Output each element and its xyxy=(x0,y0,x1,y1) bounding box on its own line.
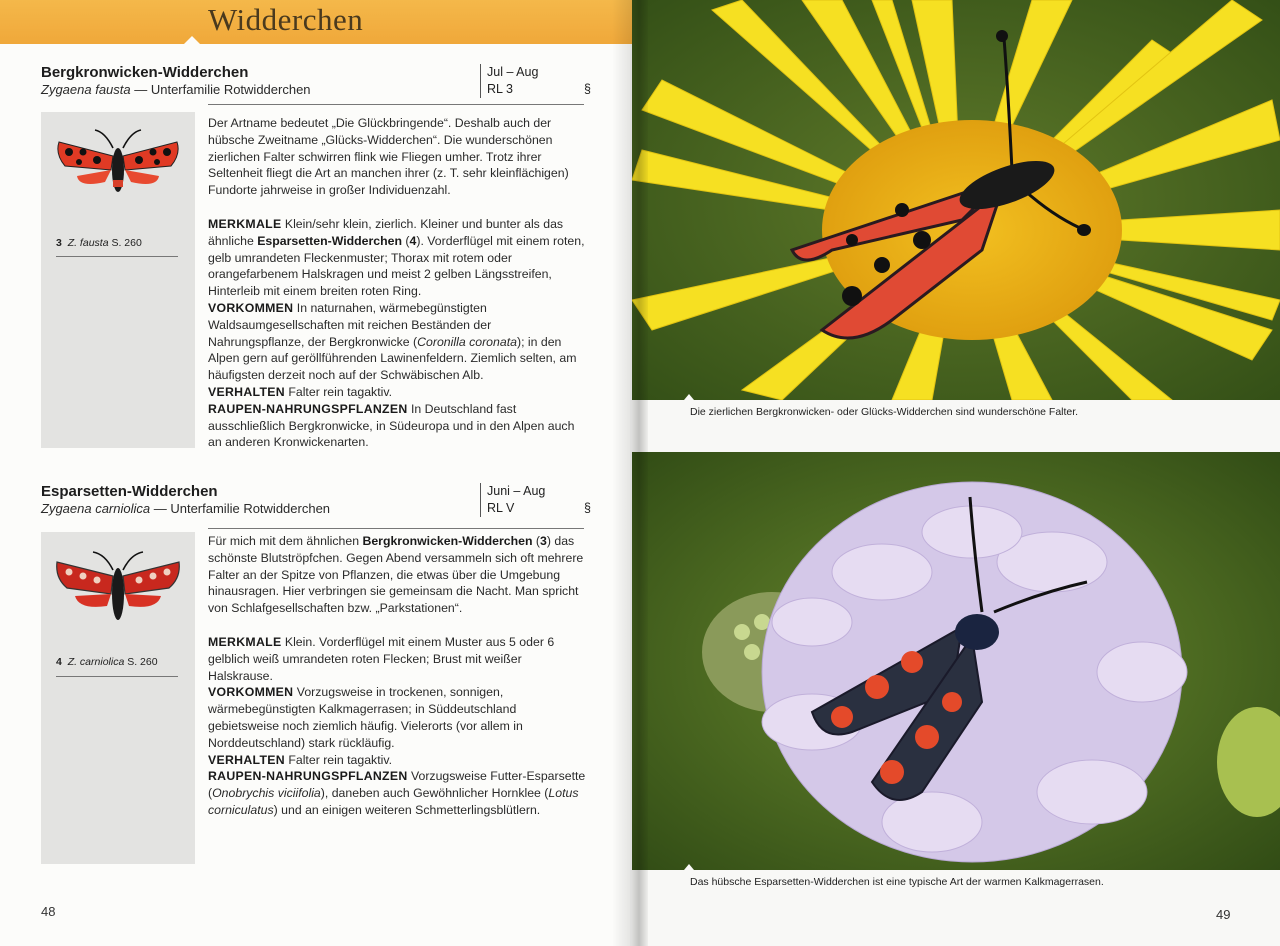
section-rule xyxy=(208,528,584,529)
species-latin: Zygaena carniolica xyxy=(41,501,151,516)
cross-reference-number: 3 xyxy=(540,534,547,548)
photo-fausta-on-flower xyxy=(632,0,1280,400)
merkmale-text: ( xyxy=(402,233,410,248)
species-description xyxy=(208,115,586,451)
merkmale-text: Klein. Vorderflügel mit einem Muster aus 5 oder 6 gelblich weiß umrandeten roten Flecken; Brust mit weißer Halskrause. xyxy=(208,634,555,683)
vorkommen-text: ); in den Alpen gern auf geröllführenden Lawinenfeldern. Ziemlich selten, am häufigsten derzeit noch auf der Schwäbischen Alb. xyxy=(208,334,577,383)
thumbnail-caption xyxy=(56,237,142,249)
protected-mark: § xyxy=(584,82,591,96)
caption-marker xyxy=(684,864,694,870)
merkmale-paragraph xyxy=(208,216,586,300)
thumb-page-ref: S. 260 xyxy=(108,237,142,249)
cross-reference: Bergkronwicken-Widderchen xyxy=(362,534,533,548)
thumb-latin: Z. fausta xyxy=(67,237,109,249)
intro-text: ( xyxy=(532,534,540,548)
species-family: — Unterfamilie Rotwidderchen xyxy=(130,82,311,97)
redlist-status: RL 3 xyxy=(487,82,513,96)
raupen-label: RAUPEN-NAHRUNGSPFLANZEN xyxy=(208,401,408,416)
raupen-text: ) und an einigen weiteren Schmetterlingsblütlern. xyxy=(273,802,541,817)
flight-info xyxy=(480,483,591,517)
page-number-left: 48 xyxy=(41,904,56,919)
cross-reference: Esparsetten-Widderchen xyxy=(257,233,402,248)
book-gutter-shadow xyxy=(612,0,648,946)
page-number-right: 49 xyxy=(1216,907,1231,922)
verhalten-label: VERHALTEN xyxy=(208,384,285,399)
raupen-paragraph xyxy=(208,768,586,818)
merkmale-text: ). Vorderflügel mit einem roten, gelb umrandeten Fleckenmuster; Thorax mit rotem oder orangefarbenem Halskragen und meist 2 gelben Längsstreifen, Hinterleib mit einem breiten roten Ring. xyxy=(208,233,585,299)
species-number: 3 xyxy=(56,237,62,249)
species-name: Esparsetten-Widderchen xyxy=(41,483,218,500)
verhalten-text: Falter rein tagaktiv. xyxy=(284,752,393,767)
redlist-status: RL V xyxy=(487,501,515,515)
plant-latin: Lotus corniculatus xyxy=(208,786,579,817)
thumb-latin: Z. carniolica xyxy=(67,656,125,668)
moth-fausta-thumbnail xyxy=(55,126,181,206)
plant-latin: Coronilla coronata xyxy=(417,334,517,349)
species-family: — Unterfamilie Rotwidderchen xyxy=(150,501,331,516)
merkmale-label: MERKMALE xyxy=(208,216,282,231)
intro-text: Der Artname bedeutet „Die Glückbringende“. Deshalb auch der hübsche Zweitname „Glücks-Widderchen“. Die wunderschönen zierlichen Falter schwirren flink wie Fliegen umher. Trotz ihrer Seltenheit fliegt die Art an manchen ihrer (z. T. sehr kleinflächigen) Fundorte jahrweise in großer Individuenzahl. xyxy=(208,116,569,198)
intro-paragraph xyxy=(208,115,586,199)
protected-mark: § xyxy=(584,501,591,515)
species-latin: Zygaena fausta xyxy=(41,82,131,97)
vorkommen-text: In naturnahen, wärmebegünstigten Waldsaumgesellschaften mit reichen Beständen der Nahrungspflanze, der Bergkronwicke ( xyxy=(208,300,492,349)
merkmale-paragraph xyxy=(208,634,586,684)
chapter-title: Widderchen xyxy=(208,2,364,37)
vorkommen-label: VORKOMMEN xyxy=(208,685,294,700)
raupen-paragraph xyxy=(208,401,586,451)
intro-text: ) das schönste Blutströpfchen. Gegen Abend versammeln sich oft mehrere Falter an der Spitze von Pflanzen, die etwas über die Umgebung hinausragen. Hier verbringen sie gemeinsam die Nacht. Man spricht von Schlafgesellschaften bzw. „Parkstationen“. xyxy=(208,534,584,616)
section-rule xyxy=(208,104,584,105)
merkmale-label: MERKMALE xyxy=(208,634,282,649)
vorkommen-label: VORKOMMEN xyxy=(208,300,294,315)
raupen-text: ), daneben auch Gewöhnlicher Hornklee ( xyxy=(320,786,549,801)
species-name: Bergkronwicken-Widderchen xyxy=(41,64,249,81)
thumbnail-rule xyxy=(56,256,178,257)
thumbnail-caption xyxy=(56,656,158,668)
verhalten-paragraph xyxy=(208,384,586,401)
raupen-label: RAUPEN-NAHRUNGSPFLANZEN xyxy=(208,769,408,784)
header-notch xyxy=(184,36,200,44)
cross-reference-number: 4 xyxy=(409,233,417,248)
moth-carniolica-thumbnail xyxy=(55,548,181,628)
photo-carniolica-on-scabious xyxy=(632,452,1280,870)
photo-caption: Das hübsche Esparsetten-Widderchen ist eine typische Art der warmen Kalkmagerrasen. xyxy=(690,876,1104,888)
raupen-text: Vorzugsweise Futter-Esparsette ( xyxy=(208,769,586,801)
species-number: 4 xyxy=(56,656,62,668)
merkmale-text: Klein/sehr klein, zierlich. Kleiner und bunter als das ähnliche xyxy=(208,216,564,248)
thumbnail-rule xyxy=(56,676,178,677)
flight-months: Juni – Aug xyxy=(487,484,546,498)
flight-info xyxy=(480,64,591,98)
plant-latin: Onobrychis viciifolia xyxy=(212,786,321,801)
species-latin-line xyxy=(41,501,330,516)
intro-text: Für mich mit dem ähnlichen xyxy=(208,534,363,548)
vorkommen-paragraph xyxy=(208,684,586,751)
vorkommen-paragraph xyxy=(208,300,586,384)
flight-months: Jul – Aug xyxy=(487,65,539,79)
photo-caption: Die zierlichen Bergkronwicken- oder Glücks-Widderchen sind wunderschöne Falter. xyxy=(690,406,1079,418)
species-description xyxy=(208,533,586,819)
intro-paragraph xyxy=(208,533,586,617)
vorkommen-text: Vorzugsweise in trockenen, sonnigen, wärmebegünstigten Kalkmagerrasen; in Süddeutschland gebietsweise noch ziemlich häufig. Vielerorts (vor allem in Norddeutschland) stark rückläufig. xyxy=(208,685,523,750)
verhalten-paragraph xyxy=(208,752,586,769)
raupen-text: In Deutschland fast ausschließlich Bergkronwicke, in Südeuropa und in den Alpen auch an anderen Kronwickenarten. xyxy=(208,401,575,450)
caption-marker xyxy=(684,394,694,400)
thumb-page-ref: S. 260 xyxy=(124,656,158,668)
verhalten-label: VERHALTEN xyxy=(208,752,285,767)
verhalten-text: Falter rein tagaktiv. xyxy=(284,384,393,399)
species-latin-line xyxy=(41,82,311,97)
